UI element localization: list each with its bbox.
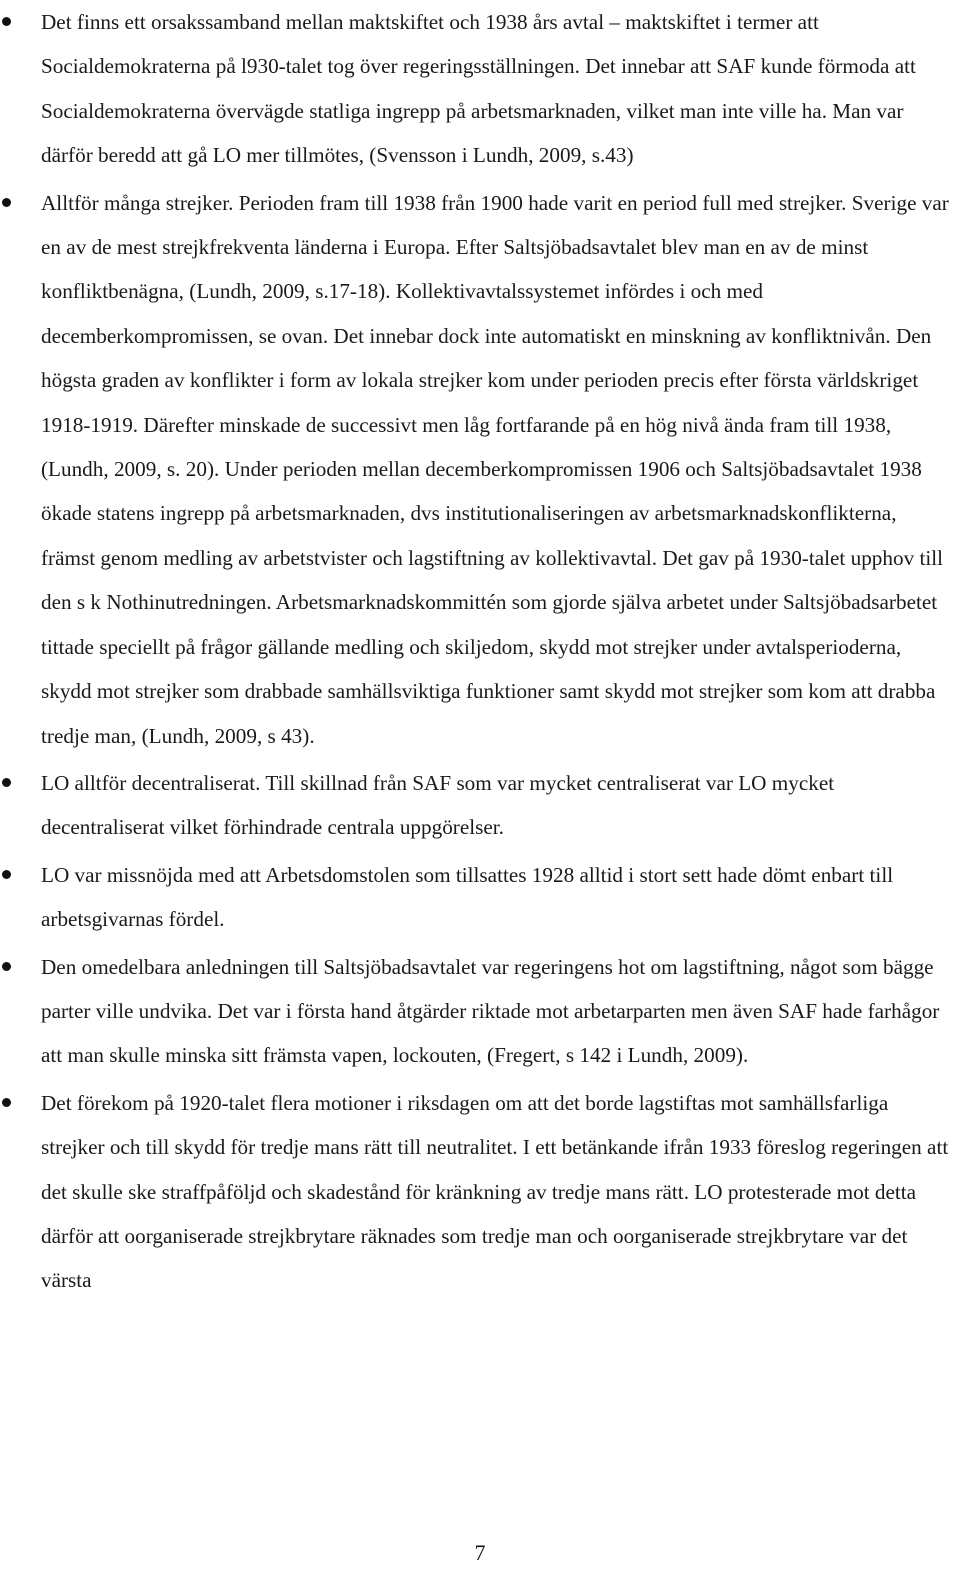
paragraph-text: LO alltför decentraliserat. Till skillnad från SAF som var mycket centraliserat var LO mycket decentraliserat vilket förhindrade centrala uppgörelser. bbox=[41, 770, 835, 840]
bullet-icon bbox=[2, 962, 11, 971]
bullet-icon bbox=[2, 17, 11, 26]
page-number: 7 bbox=[474, 1540, 486, 1565]
list-item bbox=[0, 945, 960, 1078]
list-item bbox=[0, 181, 960, 758]
list-item bbox=[0, 853, 960, 942]
paragraph-text: Det finns ett orsakssamband mellan maktskiftet och 1938 års avtal – maktskiftet i termer att Socialdemokraterna på l930-talet tog över regeringsställningen. Det innebar att SAF kunde förmoda att Socialdemokraterna övervägde statliga ingrepp på arbetsmarknaden, vilket man inte ville ha. Man var därför beredd att gå LO mer tillmötes, (Svensson i Lundh, 2009, s.43) bbox=[41, 10, 916, 168]
bullet-icon bbox=[2, 198, 11, 207]
list-item bbox=[0, 761, 960, 850]
paragraph-text: Den omedelbara anledningen till Saltsjöbadsavtalet var regeringens hot om lagstiftning, något som bägge parter ville undvika. Det var i första hand åtgärder riktade mot arbetarparten men även SAF hade farhågor att man skulle minska sitt främsta vapen, lockouten, (Fregert, s 142 i Lundh, 2009). bbox=[41, 954, 940, 1068]
paragraph-text: Det förekom på 1920-talet flera motioner i riksdagen om att det borde lagstiftas mot samhällsfarliga strejker och till skydd för tredje mans rätt till neutralitet. I ett betänkande ifrån 1933 föreslog regeringen att det skulle ske straffpåföljd och skadestånd för kränkning av tredje mans rätt. LO protesterade mot detta därför att oorganiserade strejkbrytare räknades som tredje man och oorganiserade strejkbrytare var det värsta bbox=[41, 1090, 949, 1293]
bullet-icon bbox=[2, 1098, 11, 1107]
list-item bbox=[0, 1081, 960, 1303]
bullet-icon bbox=[2, 778, 11, 787]
paragraph-text: Alltför många strejker. Perioden fram till 1938 från 1900 hade varit en period full med strejker. Sverige var en av de mest strejkfrekventa länderna i Europa. Efter Saltsjöbadsavtalet blev man en av de minst konfliktbenägna, (Lundh, 2009, s.17-18). Kollektivavtalssystemet infördes i och med decemberkompromissen, se ovan. Det innebar dock inte automatiskt en minskning av konfliktnivån. Den högsta graden av konflikter i form av lokala strejker kom under perioden precis efter första världskriget 1918-1919. Därefter minskade de successivt men låg fortfarande på en hög nivå ända fram till 1938, (Lundh, 2009, s. 20). Under perioden mellan decemberkompromissen 1906 och Saltsjöbadsavtalet 1938 ökade statens ingrepp på arbetsmarknaden, dvs institutionaliseringen av arbetsmarknadskonflikterna, främst genom medling av arbetstvister och lagstiftning av kollektivavtal. Det gav på 1930-talet upphov till den s k Nothinutredningen. Arbetsmarknadskommittén som gjorde själva arbetet under Saltsjöbadsarbetet tittade speciellt på frågor gällande medling och skiljedom, skydd mot strejker under avtalsperioderna, skydd mot strejker som drabbade samhällsviktiga funktioner samt skydd mot strejker som kom att drabba tredje man, (Lundh, 2009, s 43). bbox=[41, 190, 949, 748]
bullet-icon bbox=[2, 870, 11, 879]
paragraph-text: LO var missnöjda med att Arbetsdomstolen som tillsattes 1928 alltid i stort sett hade dömt enbart till arbetsgivarnas fördel. bbox=[41, 862, 894, 932]
list-item bbox=[0, 0, 960, 178]
